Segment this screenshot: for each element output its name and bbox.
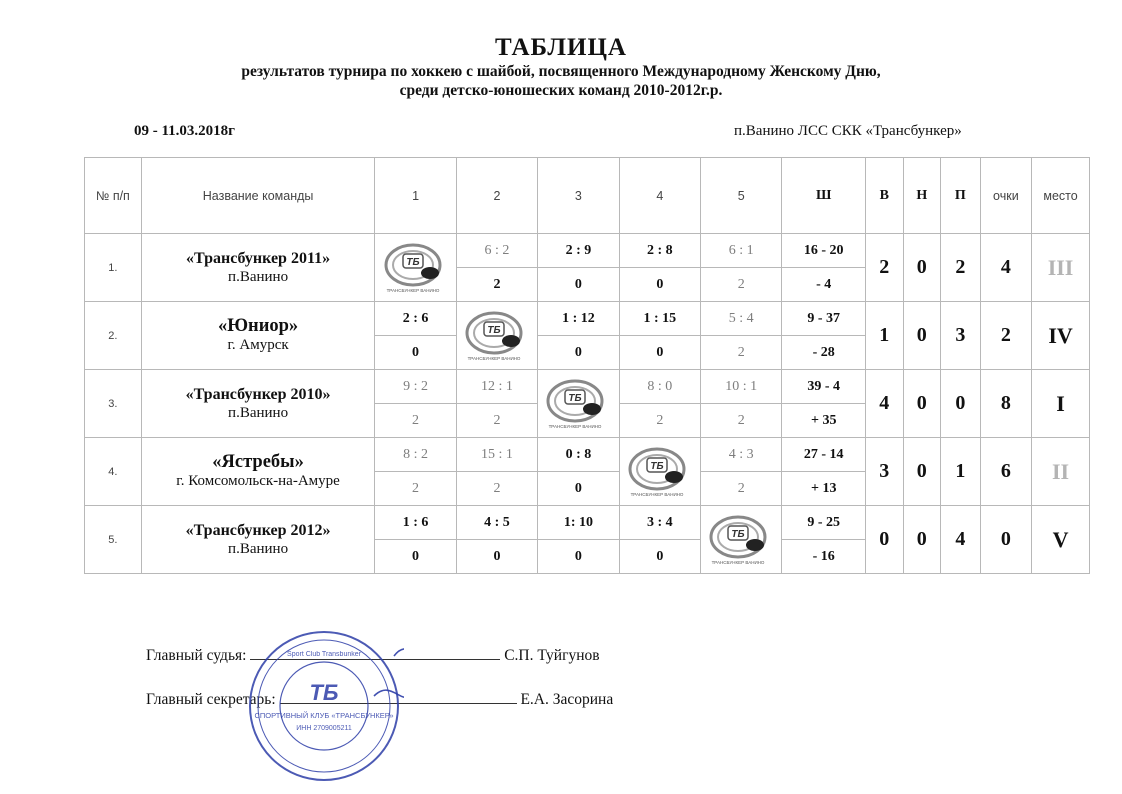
goal-diff-cell: + 35 xyxy=(782,404,866,438)
results-table xyxy=(84,157,1090,574)
score-cell: 12 : 1 xyxy=(456,370,537,404)
row-number: 5. xyxy=(85,506,142,574)
svg-text:ТБ: ТБ xyxy=(650,460,664,472)
logo-caption: ТРАНСБУНКЕР ВАНИНО xyxy=(386,287,439,293)
points-cell: 0 xyxy=(456,540,537,574)
score-cell: 6 : 2 xyxy=(456,234,537,268)
table-row xyxy=(85,234,1090,268)
points-cell: 2 xyxy=(375,472,456,506)
score-cell: 1: 10 xyxy=(538,506,619,540)
header-team: Название команды xyxy=(141,158,375,234)
score-cell: 4 : 3 xyxy=(701,438,782,472)
points-cell: 2 xyxy=(701,404,782,438)
team-city: г. Комсомольск-на-Амуре xyxy=(176,472,340,489)
place-cell: II xyxy=(1032,438,1090,506)
stat-d-cell: 0 xyxy=(903,506,941,574)
team-cell xyxy=(141,438,375,506)
logo-caption: ТРАНСБУНКЕР ВАНИНО xyxy=(548,423,602,429)
stat-pts-cell: 8 xyxy=(980,370,1031,438)
team-city: п.Ванино xyxy=(228,268,289,285)
svg-text:ТБ: ТБ xyxy=(487,324,501,336)
stamp-center-text: СПОРТИВНЫЙ КЛУБ «ТРАНСБУНКЕР» xyxy=(254,711,394,720)
team-cell xyxy=(141,234,375,302)
table-row xyxy=(85,370,1090,404)
stat-l-cell: 0 xyxy=(941,370,981,438)
logo-caption: ТРАНСБУНКЕР ВАНИНО xyxy=(630,491,684,497)
club-logo-cell xyxy=(456,302,537,370)
stat-d-cell: 0 xyxy=(903,438,941,506)
points-cell: 2 xyxy=(375,404,456,438)
score-cell: 15 : 1 xyxy=(456,438,537,472)
score-cell: 10 : 1 xyxy=(701,370,782,404)
stat-d-cell: 0 xyxy=(903,302,941,370)
goals-cell: 39 - 4 xyxy=(782,370,866,404)
stat-w-cell: 1 xyxy=(866,302,904,370)
stat-w-cell: 0 xyxy=(866,506,904,574)
score-cell: 8 : 2 xyxy=(375,438,456,472)
header-place: место xyxy=(1032,158,1090,234)
points-cell: 0 xyxy=(619,268,700,302)
score-cell: 1 : 6 xyxy=(375,506,456,540)
points-cell: 0 xyxy=(375,336,456,370)
score-cell: 1 : 15 xyxy=(619,302,700,336)
place-cell: V xyxy=(1032,506,1090,574)
goals-cell: 16 - 20 xyxy=(782,234,866,268)
club-logo-icon xyxy=(383,241,449,295)
logo-caption: ТРАНСБУНКЕР ВАНИНО xyxy=(467,355,521,361)
header-col-1: 1 xyxy=(375,158,456,234)
points-cell: 0 xyxy=(538,336,619,370)
team-name: «Трансбункер 2012» xyxy=(185,521,331,539)
stat-l-cell: 2 xyxy=(941,234,981,302)
svg-text:ТБ: ТБ xyxy=(568,392,582,404)
stat-l-cell: 1 xyxy=(941,438,981,506)
score-cell: 9 : 2 xyxy=(375,370,456,404)
points-cell: 0 xyxy=(619,336,700,370)
points-cell: 2 xyxy=(456,268,537,302)
header-num: № п/п xyxy=(85,158,142,234)
stat-l-cell: 3 xyxy=(941,302,981,370)
place-cell: I xyxy=(1032,370,1090,438)
club-logo-icon xyxy=(545,377,611,431)
points-cell: 2 xyxy=(619,404,700,438)
stamp-logo: ТБ xyxy=(309,680,339,705)
goal-diff-cell: + 13 xyxy=(782,472,866,506)
score-cell: 8 : 0 xyxy=(619,370,700,404)
club-logo-icon xyxy=(708,513,774,567)
table-row xyxy=(85,438,1090,472)
svg-text:ТБ: ТБ xyxy=(731,528,745,540)
score-cell: 4 : 5 xyxy=(456,506,537,540)
results-body xyxy=(85,234,1090,574)
club-logo-icon xyxy=(464,309,530,363)
goals-cell: 9 - 37 xyxy=(782,302,866,336)
stamp-inn: ИНН 2709005211 xyxy=(296,725,352,732)
team-name: «Трансбункер 2011» xyxy=(186,249,331,267)
title-block xyxy=(0,34,1122,100)
team-cell xyxy=(141,506,375,574)
goal-diff-cell: - 28 xyxy=(782,336,866,370)
header-draws: Н xyxy=(903,158,941,234)
header-col-4: 4 xyxy=(619,158,700,234)
goal-diff-cell: - 4 xyxy=(782,268,866,302)
goals-cell: 9 - 25 xyxy=(782,506,866,540)
team-city: п.Ванино xyxy=(228,404,289,421)
goal-diff-cell: - 16 xyxy=(782,540,866,574)
header-col-5: 5 xyxy=(701,158,782,234)
judge-name: С.П. Туйгунов xyxy=(504,647,600,664)
team-cell xyxy=(141,370,375,438)
stat-w-cell: 3 xyxy=(866,438,904,506)
score-cell: 2 : 8 xyxy=(619,234,700,268)
table-row xyxy=(85,302,1090,336)
tournament-venue: п.Ванино ЛСС СКК «Трансбункер» xyxy=(734,123,962,139)
row-number: 1. xyxy=(85,234,142,302)
team-city: г. Амурск xyxy=(227,336,289,353)
row-number: 4. xyxy=(85,438,142,506)
stat-pts-cell: 6 xyxy=(980,438,1031,506)
header-goals: Ш xyxy=(782,158,866,234)
goals-cell: 27 - 14 xyxy=(782,438,866,472)
organization-stamp xyxy=(244,626,404,786)
stat-pts-cell: 4 xyxy=(980,234,1031,302)
points-cell: 0 xyxy=(375,540,456,574)
document-title: ТАБЛИЦА xyxy=(495,34,627,61)
header-col-3: 3 xyxy=(538,158,619,234)
header-points: очки xyxy=(980,158,1031,234)
document-subtitle-line2: среди детско-юношеских команд 2010-2012г.р. xyxy=(399,82,723,99)
score-cell: 2 : 6 xyxy=(375,302,456,336)
table-row xyxy=(85,506,1090,540)
stat-d-cell: 0 xyxy=(903,370,941,438)
place-cell: IV xyxy=(1032,302,1090,370)
points-cell: 0 xyxy=(619,540,700,574)
secretary-label: Главный секретарь: xyxy=(146,691,276,708)
points-cell: 2 xyxy=(701,336,782,370)
points-cell: 0 xyxy=(538,472,619,506)
points-cell: 0 xyxy=(538,268,619,302)
row-number: 2. xyxy=(85,302,142,370)
svg-text:ТБ: ТБ xyxy=(405,256,420,268)
stat-w-cell: 2 xyxy=(866,234,904,302)
document-subtitle-line1: результатов турнира по хоккею с шайбой, посвященного Международному Женскому Дню, xyxy=(241,63,881,80)
logo-caption: ТРАНСБУНКЕР ВАНИНО xyxy=(711,559,765,565)
header-losses: П xyxy=(941,158,981,234)
points-cell: 2 xyxy=(701,268,782,302)
header-col-2: 2 xyxy=(456,158,537,234)
team-name: «Юниор» xyxy=(217,315,299,336)
points-cell: 2 xyxy=(701,472,782,506)
score-cell: 0 : 8 xyxy=(538,438,619,472)
stat-w-cell: 4 xyxy=(866,370,904,438)
club-logo-cell xyxy=(375,234,456,302)
header-wins: В xyxy=(866,158,904,234)
team-cell xyxy=(141,302,375,370)
club-logo-cell xyxy=(538,370,619,438)
stat-pts-cell: 0 xyxy=(980,506,1031,574)
place-cell: III xyxy=(1032,234,1090,302)
secretary-name: Е.А. Засорина xyxy=(520,691,614,708)
stat-pts-cell: 2 xyxy=(980,302,1031,370)
club-logo-cell xyxy=(619,438,700,506)
score-cell: 1 : 12 xyxy=(538,302,619,336)
row-number: 3. xyxy=(85,370,142,438)
stat-l-cell: 4 xyxy=(941,506,981,574)
points-cell: 0 xyxy=(538,540,619,574)
points-cell: 2 xyxy=(456,404,537,438)
club-logo-cell xyxy=(701,506,782,574)
table-header-row xyxy=(85,158,1090,234)
stamp-ring-text: Sport Club Transbunker xyxy=(287,651,361,658)
score-cell: 3 : 4 xyxy=(619,506,700,540)
points-cell: 2 xyxy=(456,472,537,506)
team-name: «Ястребы» xyxy=(212,451,304,472)
tournament-dates: 09 - 11.03.2018г xyxy=(134,123,235,139)
judge-label: Главный судья: xyxy=(146,647,247,664)
score-cell: 6 : 1 xyxy=(701,234,782,268)
club-logo-icon xyxy=(627,445,693,499)
team-name: «Трансбункер 2010» xyxy=(185,385,331,403)
score-cell: 5 : 4 xyxy=(701,302,782,336)
score-cell: 2 : 9 xyxy=(538,234,619,268)
stat-d-cell: 0 xyxy=(903,234,941,302)
team-city: п.Ванино xyxy=(228,540,289,557)
